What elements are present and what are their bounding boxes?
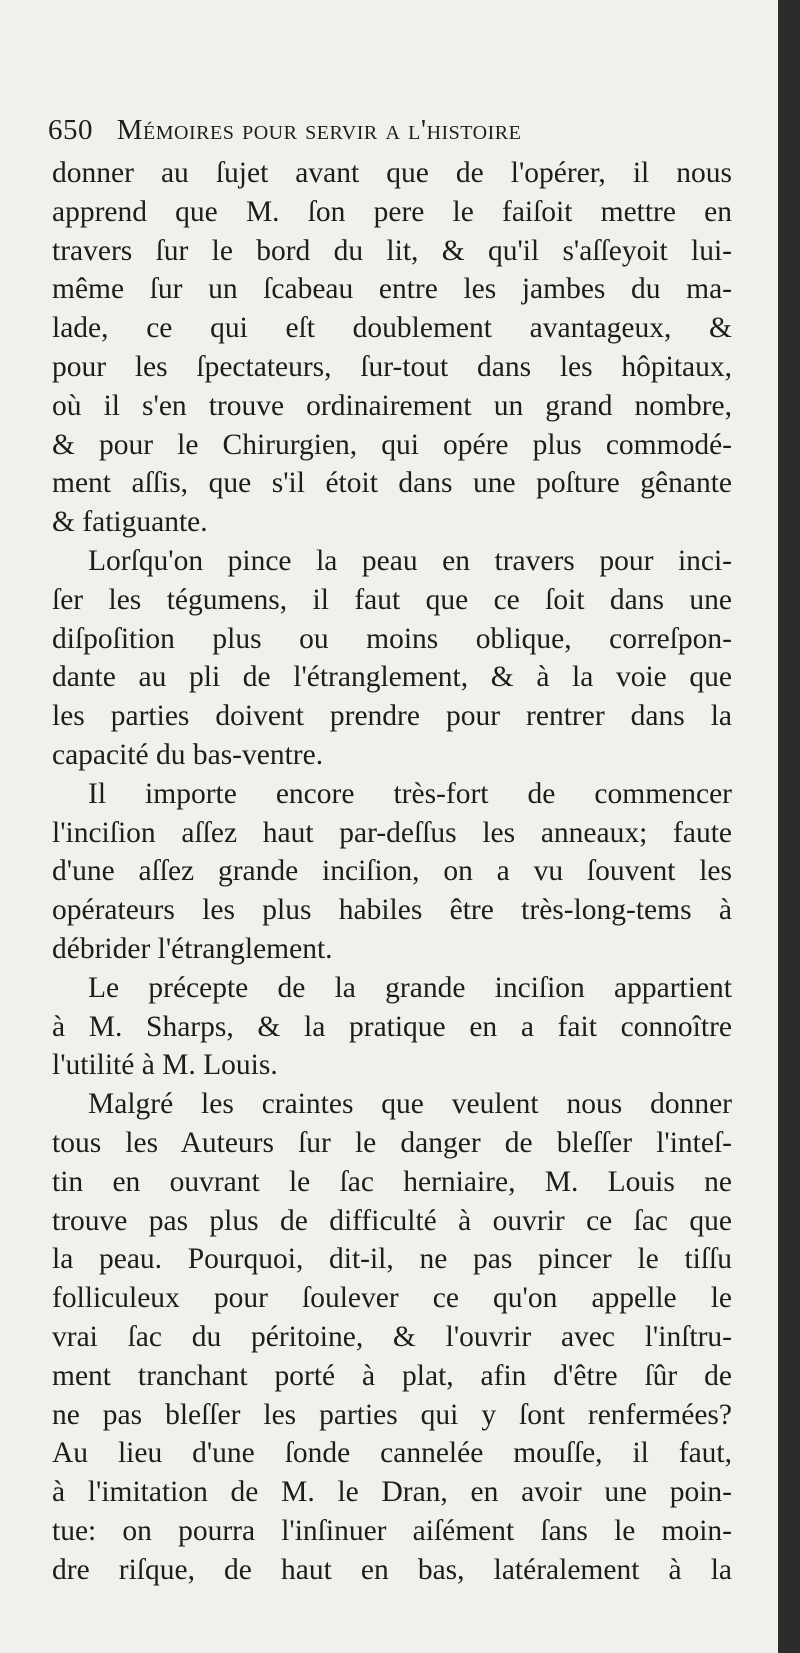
text-line: capacité du bas-ventre. <box>52 738 324 771</box>
text-line: diſpoſition plus ou moins oblique, correſpon- <box>52 622 732 655</box>
text-line: tue: on pourra l'inſinuer aiſément ſans le moin- <box>52 1514 732 1547</box>
text-line: dante au pli de l'étranglement, & à la voie que <box>52 661 732 694</box>
text-line: trouve pas plus de difficulté à ouvrir ce ſac que <box>52 1204 732 1237</box>
text-line: d'une aſſez grande inciſion, on a vu ſouvent les <box>52 855 732 888</box>
text-line: Malgré les craintes que veulent nous donner <box>88 1088 732 1121</box>
text-line: les parties doivent prendre pour rentrer dans la <box>52 700 732 733</box>
text-line: opérateurs les plus habiles être très-long-tems à <box>52 894 732 927</box>
text-line: Il importe encore très-fort de commencer <box>88 777 732 810</box>
text-line: tous les Auteurs ſur le danger de bleſſer l'inteſ- <box>52 1126 732 1159</box>
text-line: ment aſſis, que s'il étoit dans une poſture gênante <box>52 467 732 500</box>
text-line: où il s'en trouve ordinairement un grand nombre, <box>52 389 732 422</box>
text-line: la peau. Pourquoi, dit-il, ne pas pincer le tiſſu <box>52 1243 732 1276</box>
text-line: dre riſque, de haut en bas, latéralement à la <box>52 1553 732 1586</box>
text-line: débrider l'étranglement. <box>52 932 333 965</box>
text-line: à l'imitation de M. le Dran, en avoir une poin- <box>52 1476 732 1509</box>
text-line: Lorſqu'on pince la peau en travers pour inci- <box>88 544 732 577</box>
text-line: vrai ſac du péritoine, & l'ouvrir avec l'inſtru- <box>52 1320 732 1353</box>
body-text <box>52 154 732 1589</box>
text-line: l'utilité à M. Louis. <box>52 1049 278 1082</box>
text-line: donner au ſujet avant que de l'opérer, il nous <box>52 157 732 189</box>
text-line: & fatiguante. <box>52 506 208 539</box>
text-line: folliculeux pour ſoulever ce qu'on appelle le <box>52 1282 732 1315</box>
text-line: apprend que M. ſon pere le faiſoit mettre en <box>52 195 732 228</box>
text-line: Le précepte de la grande inciſion appartient <box>88 971 732 1004</box>
page-number: 650 <box>48 114 93 146</box>
text-line: même ſur un ſcabeau entre les jambes du ma- <box>52 273 732 306</box>
running-header <box>48 114 738 147</box>
text-line: ſer les tégumens, il faut que ce ſoit dans une <box>52 583 732 616</box>
text-line: lade, ce qui eſt doublement avantageux, & <box>52 312 732 345</box>
page-edge-shadow <box>778 0 800 1653</box>
text-line: travers ſur le bord du lit, & qu'il s'aſſeyoit lui- <box>52 234 732 267</box>
running-title: Mémoires pour servir a l'histoire <box>116 114 522 146</box>
text-line: l'inciſion aſſez haut par-deſſus les anneaux; faute <box>52 816 732 849</box>
text-line: à M. Sharps, & la pratique en a fait connoître <box>52 1010 732 1043</box>
text-line: ne pas bleſſer les parties qui y ſont renfermées? <box>52 1398 732 1431</box>
text-line: ment tranchant porté à plat, afin d'être ſûr de <box>52 1359 732 1392</box>
text-line: tin en ouvrant le ſac herniaire, M. Louis ne <box>52 1165 732 1198</box>
text-line: pour les ſpectateurs, ſur-tout dans les hôpitaux, <box>52 350 732 383</box>
text-line: Au lieu d'une ſonde cannelée mouſſe, il faut, <box>52 1437 732 1470</box>
text-line: & pour le Chirurgien, qui opére plus commodé- <box>52 428 732 461</box>
